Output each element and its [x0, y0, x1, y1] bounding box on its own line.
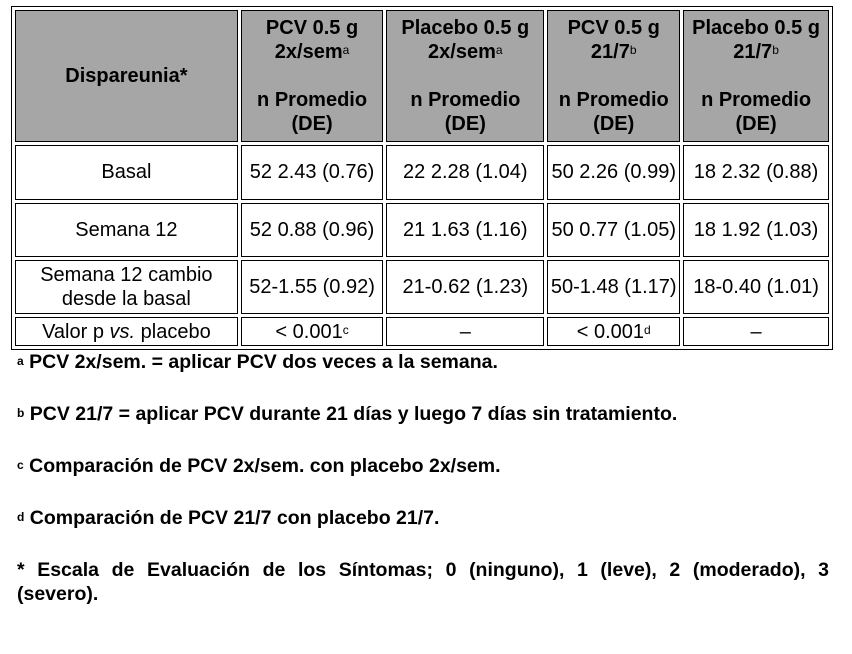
footnote-c: $^c$ Comparación de PCV 2x/sem. con placebo 2x/sem. — [17, 455, 501, 477]
table-cell: 21-0.62 (1.23) — [386, 260, 544, 314]
header-col-2: Placebo 0.5 g 2x/sem$^a$ n Promedio (DE) — [386, 10, 544, 142]
table-cell: 52 0.88 (0.96) — [241, 203, 384, 257]
dyspareunia-table-frame — [11, 6, 833, 350]
header-col-1: PCV 0.5 g 2x/sem$^a$ n Promedio (DE) — [241, 10, 384, 142]
table-cell: 22 2.28 (1.04) — [386, 145, 544, 199]
pvalue-row-label: Valor p vs. placebo — [15, 317, 238, 346]
footnote-d: $^d$ Comparación de PCV 21/7 con placebo 21/7. — [17, 507, 440, 529]
table-row — [15, 260, 829, 314]
row-label: Semana 12 cambio desde la basal — [15, 260, 238, 314]
pvalue-row — [15, 317, 829, 346]
footnote-star: * Escala de Evaluación de los Síntomas; 0 (ninguno), 1 (leve), 2 (moderado), 3 (severo). — [17, 559, 829, 605]
table-cell: 52-1.55 (0.92) — [241, 260, 384, 314]
pvalue-cell: – — [683, 317, 829, 346]
header-row — [15, 10, 829, 142]
table-cell: 21 1.63 (1.16) — [386, 203, 544, 257]
row-label: Semana 12 — [15, 203, 238, 257]
pvalue-cell: < 0.001$^c$ — [241, 317, 384, 346]
dyspareunia-table — [12, 7, 832, 349]
table-cell: 50-1.48 (1.17) — [547, 260, 680, 314]
header-col-4: Placebo 0.5 g 21/7$^b$ n Promedio (DE) — [683, 10, 829, 142]
header-row-label: Dispareunia* — [15, 10, 238, 142]
footnote-a: $^a$ PCV 2x/sem. = aplicar PCV dos veces a la semana. — [17, 351, 498, 373]
header-col-3: PCV 0.5 g 21/7$^b$ n Promedio (DE) — [547, 10, 680, 142]
table-cell: 50 0.77 (1.05) — [547, 203, 680, 257]
table-row — [15, 203, 829, 257]
pvalue-cell: – — [386, 317, 544, 346]
table-cell: 52 2.43 (0.76) — [241, 145, 384, 199]
row-label: Basal — [15, 145, 238, 199]
footnote-b: $^b$ PCV 21/7 = aplicar PCV durante 21 días y luego 7 días sin tratamiento. — [17, 403, 678, 425]
table-cell: 18 2.32 (0.88) — [683, 145, 829, 199]
table-cell: 18-0.40 (1.01) — [683, 260, 829, 314]
table-row — [15, 145, 829, 199]
footnotes — [17, 350, 829, 606]
table-cell: 50 2.26 (0.99) — [547, 145, 680, 199]
pvalue-cell: < 0.001$^d$ — [547, 317, 680, 346]
table-cell: 18 1.92 (1.03) — [683, 203, 829, 257]
